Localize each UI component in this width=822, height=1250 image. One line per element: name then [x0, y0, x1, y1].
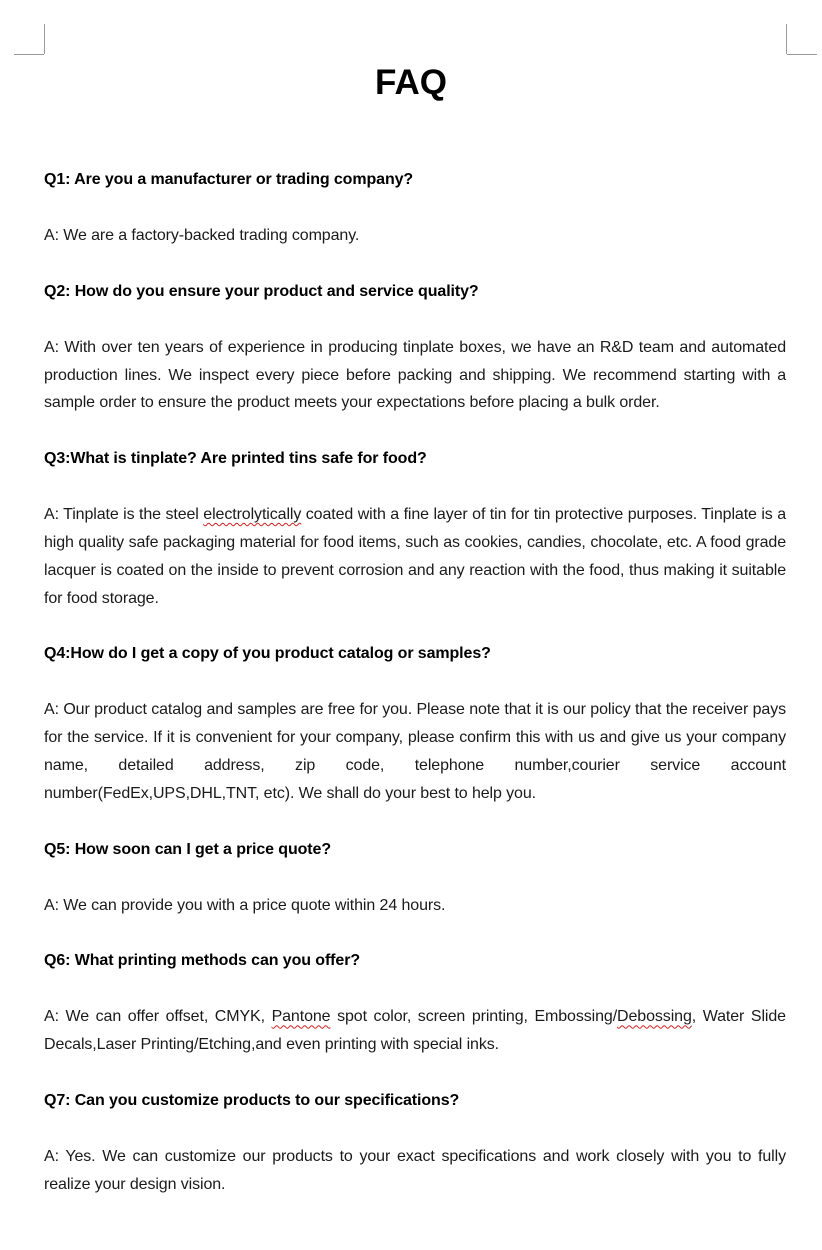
faq-item	[44, 836, 786, 920]
crop-mark-top-left-horizontal	[14, 54, 44, 55]
faq-item	[44, 445, 786, 612]
answer-text: coated with a fine layer of tin for tin protective purposes. Tinplate is a high quality safe packaging material for food items, such as cookies, candies, chocolate, etc. A food grade lacquer is coated on the inside to prevent corrosion and any reaction with the food, thus making it suitable for food storage.	[44, 506, 786, 607]
faq-question: Q1: Are you a manufacturer or trading company?	[44, 171, 414, 188]
faq-item	[44, 1087, 786, 1199]
spellcheck-word[interactable]: electrolytically	[203, 506, 302, 524]
faq-question: Q6: What printing methods can you offer?	[44, 952, 361, 970]
faq-question: Q5: How soon can I get a price quote?	[44, 840, 332, 858]
faq-answer	[44, 696, 786, 807]
answer-text: A: Our product catalog and samples are free for you. Please note that it is our policy that the receiver pays for the service. If it is convenient for your company, please confirm this with us and give us your company name, detailed address, zip code, telephone number,courier service account number(FedEx,UPS,DHL,TNT, etc). We shall do your best to help you.	[44, 701, 786, 802]
faq-question: Q2: How do you ensure your product and service quality?	[44, 282, 479, 300]
faq-answer	[44, 222, 786, 250]
answer-text: A: We are a factory-backed trading company.	[44, 227, 360, 244]
crop-mark-top-left-vertical	[44, 24, 45, 54]
faq-item	[44, 947, 786, 1059]
faq-answer	[44, 501, 786, 612]
answer-text: A: We can offer offset, CMYK,	[44, 1008, 272, 1026]
faq-item	[44, 166, 786, 250]
document-title: FAQ	[375, 63, 447, 102]
faq-question: Q7: Can you customize products to our specifications?	[44, 1091, 460, 1109]
faq-list	[44, 166, 786, 1227]
answer-text: spot color, screen printing, Embossing/	[330, 1008, 618, 1026]
crop-mark-top-right-vertical	[786, 24, 787, 54]
answer-text: A: With over ten years of experience in producing tinplate boxes, we have an R&D team and automated production lines. We inspect every piece before packing and shipping. We recommend starting with a sample order to ensure the product meets your expectations before placing a bulk order.	[44, 338, 786, 412]
faq-answer	[44, 1143, 786, 1199]
crop-mark-top-right-horizontal	[787, 54, 817, 55]
faq-answer	[44, 892, 786, 920]
spellcheck-word[interactable]: Pantone	[271, 1008, 331, 1026]
faq-item	[44, 640, 786, 807]
spellcheck-word[interactable]: Debossing	[617, 1008, 692, 1026]
answer-text: A: Yes. We can customize our products to your exact specifications and work closely with you to fully realize your design vision.	[44, 1147, 786, 1193]
faq-answer	[44, 1003, 786, 1059]
answer-text: A: Tinplate is the steel	[44, 506, 204, 524]
faq-answer	[44, 334, 786, 417]
faq-item	[44, 278, 786, 417]
answer-text: A: We can provide you with a price quote within 24 hours.	[44, 896, 446, 914]
faq-question: Q3:What is tinplate? Are printed tins safe for food?	[44, 450, 427, 468]
answer-text: , Water Slide Decals,Laser Printing/Etching,and even printing with special inks.	[44, 1008, 786, 1054]
faq-question: Q4:How do I get a copy of you product catalog or samples?	[44, 645, 491, 663]
